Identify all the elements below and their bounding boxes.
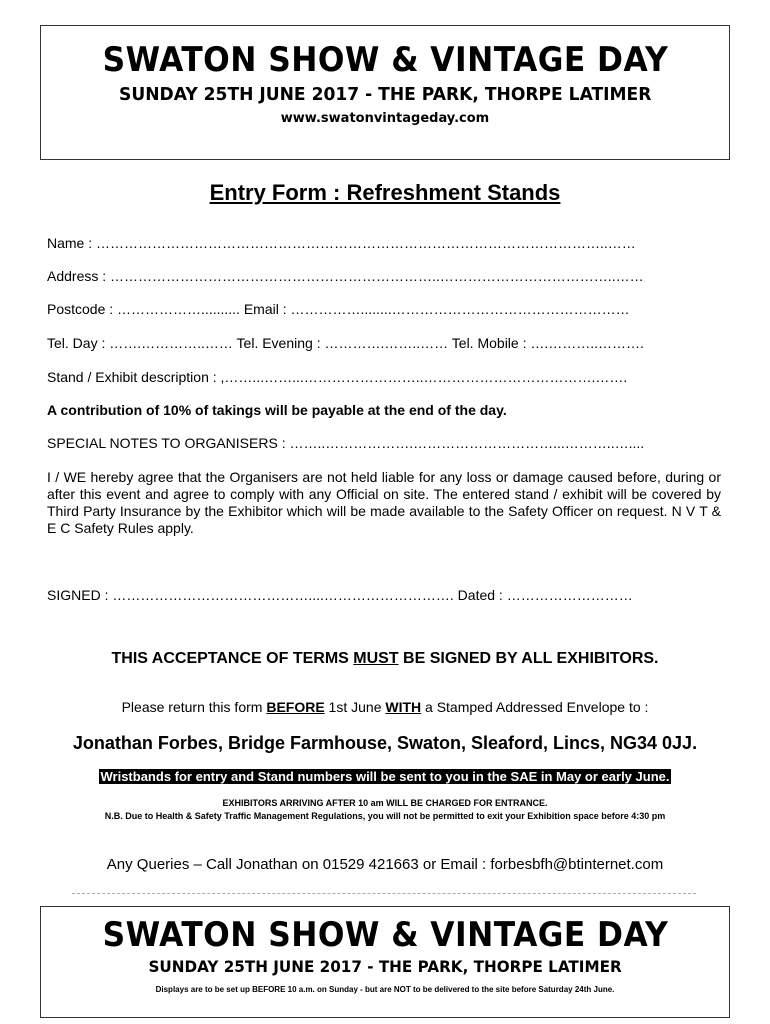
contribution-note: A contribution of 10% of takings will be payable at the end of the day.: [47, 402, 507, 418]
form-title: Entry Form : Refreshment Stands: [209, 180, 561, 205]
return-before: BEFORE: [266, 699, 325, 715]
displays-note: Displays are to be set up BEFORE 10 a.m. on Sunday - but are NOT to be delivered to the site before Saturday 24th June.: [155, 985, 615, 994]
event-title: SWATON SHOW & VINTAGE DAY: [102, 40, 668, 80]
return-address: Jonathan Forbes, Bridge Farmhouse, Swaton, Sleaford, Lincs, NG34 0JJ.: [72, 733, 698, 753]
footer-event-title: SWATON SHOW & VINTAGE DAY: [102, 915, 668, 955]
late-arrival-note: EXHIBITORS ARRIVING AFTER 10 am WILL BE CHARGED FOR ENTRANCE.: [222, 798, 548, 808]
footer-box: [40, 906, 730, 1018]
return-text-3: a Stamped Addressed Envelope to :: [421, 699, 649, 715]
return-with: WITH: [385, 699, 422, 715]
acceptance-notice: [0, 650, 770, 668]
event-subtitle: SUNDAY 25TH JUNE 2017 - THE PARK, THORPE LATIMER: [118, 84, 652, 105]
return-text-1: Please return this form: [121, 699, 267, 715]
name-field[interactable]: Name : ………………………………………………………………………………………………..……: [47, 235, 636, 251]
footer-event-subtitle: SUNDAY 25TH JUNE 2017 - THE PARK, THORPE LATIMER: [148, 957, 622, 976]
cut-line-divider: [72, 893, 696, 894]
acceptance-text-1: THIS ACCEPTANCE OF TERMS: [111, 650, 354, 667]
stand-description-field[interactable]: Stand / Exhibit description : ,……...……...……………………..……………………………….…….: [47, 369, 628, 385]
acceptance-emphasis: MUST: [353, 650, 399, 667]
acceptance-text-2: BE SIGNED BY ALL EXHIBITORS.: [398, 650, 659, 667]
postcode-email-field[interactable]: Postcode : ……………….......... Email : ……………........……………………………………………: [47, 301, 630, 317]
header-box: [40, 25, 730, 160]
queries-contact: Any Queries – Call Jonathan on 01529 421663 or Email : forbesbfh@btinternet.com: [106, 856, 664, 873]
agreement-text: I / WE hereby agree that the Organisers are not held liable for any loss or damage caused before, during or after this event and agree to comply with any Official on site. The entered stand / exhibit will be covered by Third Party Insurance by the Exhibitor which will be made available to the Safety Officer on request. N V T & E C Safety Rules apply.: [47, 469, 721, 536]
special-notes-field[interactable]: SPECIAL NOTES TO ORGANISERS : ……..……………….…………………………...………..…....: [47, 435, 645, 451]
wristbands-text: Wristbands for entry and Stand numbers will be sent to you in the SAE in May or early June.: [100, 769, 670, 784]
address-field[interactable]: Address : ……………………………………………………………..………………………………..……: [47, 268, 644, 284]
telephone-field[interactable]: Tel. Day : …….…………..…… Tel. Evening : ………….……..…… Tel. Mobile : ….………..……….: [47, 335, 644, 351]
wristbands-notice: [0, 769, 770, 784]
traffic-regulation-note: N.B. Due to Health & Safety Traffic Management Regulations, you will not be permitted to exit your Exhibition space before 4:30 pm: [104, 811, 666, 821]
signature-field[interactable]: SIGNED : ……………………………………....………………………. Dated : ………………………: [47, 587, 633, 603]
website-link[interactable]: www.swatonvintageday.com: [280, 111, 490, 126]
return-text-2: 1st June: [324, 699, 386, 715]
return-instructions: [0, 699, 770, 715]
